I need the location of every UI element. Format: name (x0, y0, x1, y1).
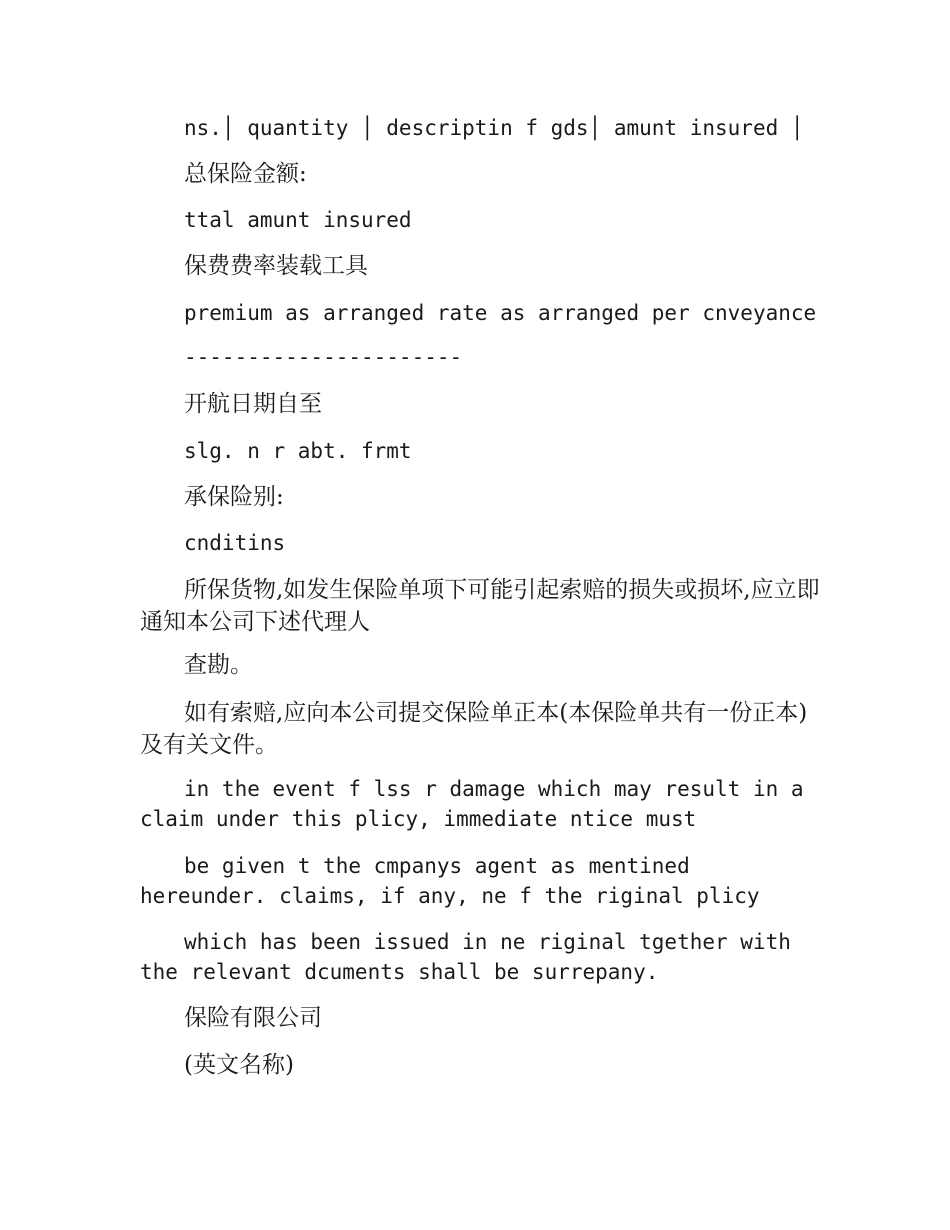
claims-paragraph-zh: 如有索赔,应向本公司提交保险单正本(本保险单共有一份正本)及有关文件。 (140, 700, 808, 758)
company-name-zh: 保险有限公司 (184, 1005, 322, 1031)
sailing-date-label-en: slg. n r abt. frmt (184, 439, 412, 463)
table-header-line: ns.│ quantity │ descriptin f gds│ amunt insured │ (184, 116, 804, 140)
survey-line-zh: 查勘。 (184, 652, 253, 678)
notice-paragraph-en-2: be given t the cmpanys agent as mentined hereunder. claims, if any, ne f the riginal plicy (140, 854, 760, 908)
conditions-label-en: cnditins (184, 531, 286, 555)
notice-paragraph-en-3: which has been issued in ne riginal tgether with the relevant dcuments shall be surrepany. (140, 930, 791, 984)
english-name-label-zh: (英文名称) (184, 1052, 294, 1078)
notice-paragraph-en-1: in the event f lss r damage which may result in a claim under this plicy, immediate ntice must (140, 777, 804, 831)
premium-label-zh: 保费费率装载工具 (184, 253, 368, 279)
total-insured-label-zh: 总保险金额: (184, 161, 307, 187)
sailing-date-label-zh: 开航日期自至 (184, 391, 322, 417)
notice-paragraph-zh: 所保货物,如发生保险单项下可能引起索赔的损失或损坏,应立即通知本公司下述代理人 (140, 577, 820, 635)
dashed-separator: ---------------------- (184, 345, 463, 369)
total-insured-label-en: ttal amunt insured (184, 208, 412, 232)
premium-label-en: premium as arranged rate as arranged per cnveyance (184, 301, 817, 325)
conditions-label-zh: 承保险别: (184, 484, 284, 510)
